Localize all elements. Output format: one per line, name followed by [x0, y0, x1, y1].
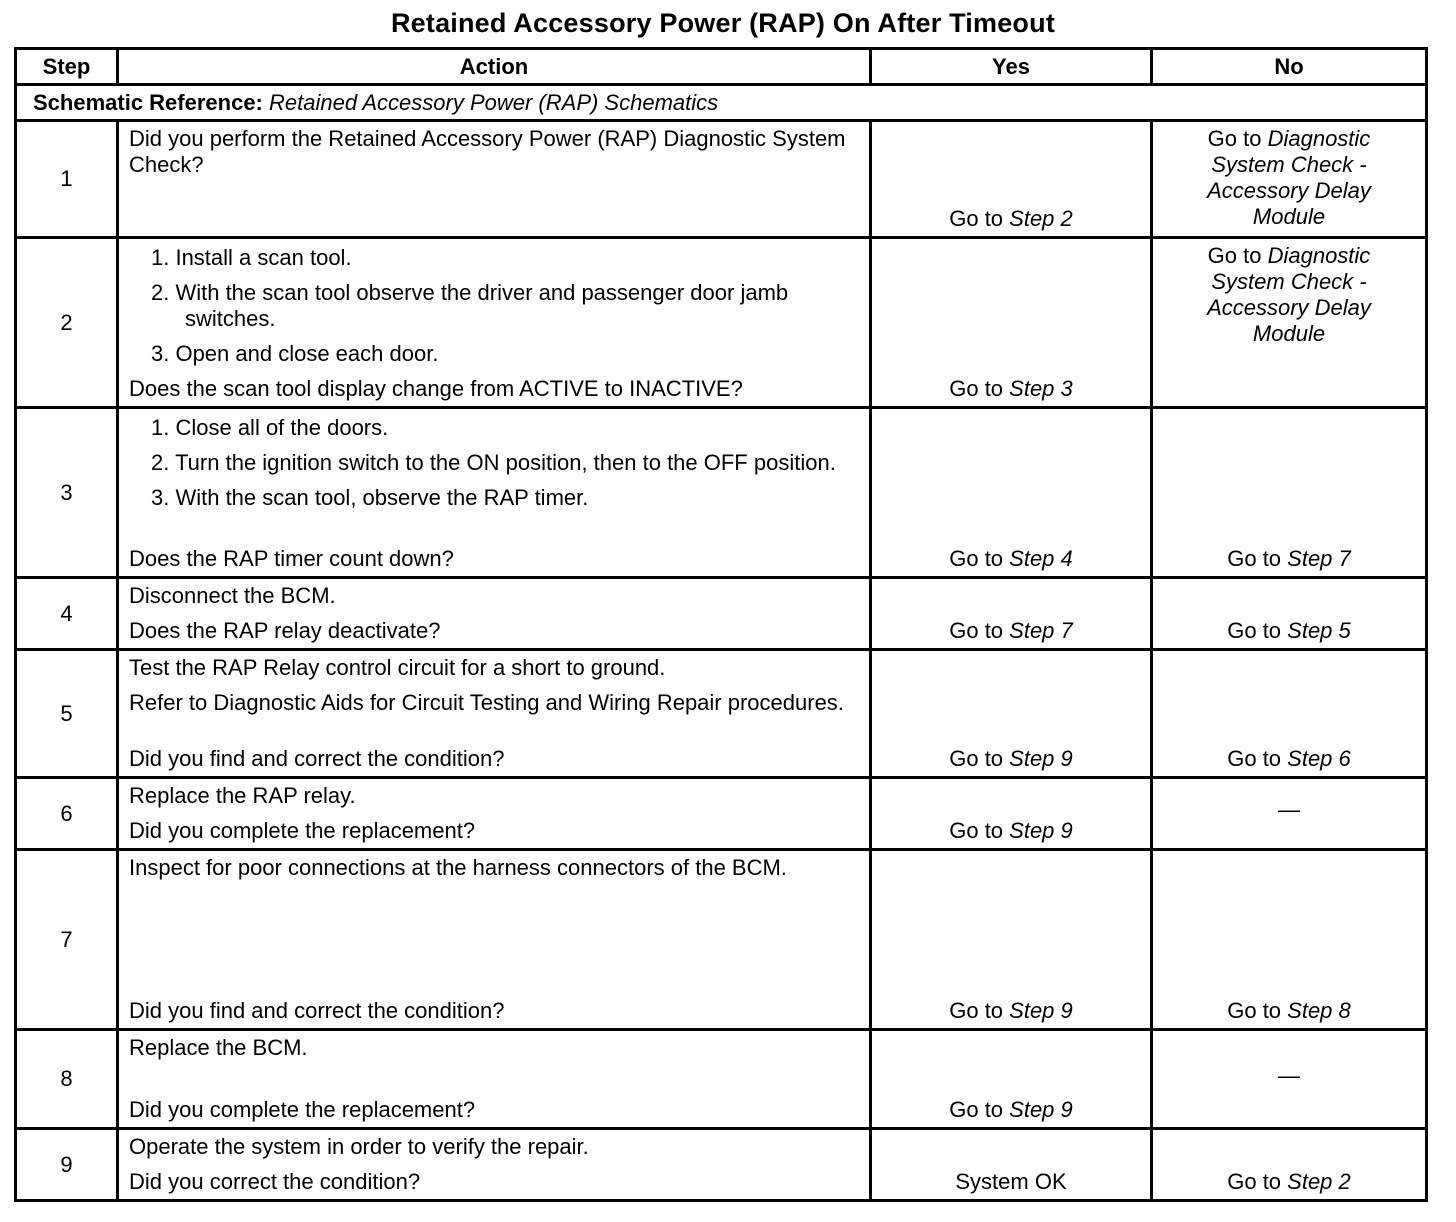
- action-step-item: 2. Turn the ignition switch to the ON position, then to the OFF position.: [151, 450, 836, 475]
- yes-goto-prefix: Go to: [949, 998, 1010, 1023]
- yes-result: [871, 121, 1152, 238]
- step-number: 7: [16, 850, 118, 1030]
- yes-action[interactable]: [872, 376, 1150, 402]
- no-goto-link[interactable]: Diagnostic System Check - Accessory Delay Module: [1207, 243, 1371, 346]
- action-text: Disconnect the BCM.: [129, 583, 336, 608]
- yes-result: [871, 408, 1152, 578]
- action-question: Does the RAP timer count down?: [129, 546, 454, 571]
- no-goto-prefix: Go to: [1207, 126, 1268, 151]
- action-text: Refer to Diagnostic Aids for Circuit Testing and Wiring Repair procedures.: [129, 690, 844, 715]
- yes-goto-link[interactable]: Step 2: [1009, 206, 1073, 231]
- action-text: Operate the system in order to verify the repair.: [129, 1134, 589, 1159]
- action-step-item: 1. Close all of the doors.: [151, 415, 389, 440]
- table-row: [16, 850, 1427, 1030]
- no-action-dash: —: [1278, 1063, 1300, 1088]
- no-result: [1152, 778, 1427, 850]
- yes-action[interactable]: [872, 1169, 1150, 1195]
- step-number: 9: [16, 1129, 118, 1201]
- yes-goto-link[interactable]: Step 9: [1009, 998, 1073, 1023]
- no-action[interactable]: [1153, 1169, 1425, 1195]
- no-result: [1152, 238, 1427, 408]
- schematic-reference-label: Schematic Reference:: [33, 89, 263, 115]
- yes-text: System OK: [955, 1169, 1067, 1194]
- yes-goto-link[interactable]: Step 4: [1009, 546, 1073, 571]
- no-action[interactable]: [1153, 546, 1425, 572]
- table-row: [16, 408, 1427, 578]
- no-result: [1152, 650, 1427, 778]
- action-question: Did you complete the replacement?: [129, 1097, 476, 1122]
- action-step-list: [129, 245, 859, 367]
- schematic-reference-row: [16, 85, 1427, 121]
- step-number: 3: [16, 408, 118, 578]
- yes-result: [871, 1129, 1152, 1201]
- action-cell: [118, 1129, 871, 1201]
- yes-goto-prefix: Go to: [949, 618, 1010, 643]
- no-goto-link[interactable]: Step 5: [1287, 618, 1351, 643]
- action-step-list: [129, 415, 859, 511]
- no-goto-link[interactable]: Step 6: [1287, 746, 1351, 771]
- schematic-reference: [16, 85, 1427, 121]
- header-row: [16, 49, 1427, 85]
- table-row: [16, 778, 1427, 850]
- table-row: [16, 578, 1427, 650]
- yes-goto-link[interactable]: Step 3: [1009, 376, 1073, 401]
- yes-goto-prefix: Go to: [949, 546, 1010, 571]
- header-no: No: [1152, 49, 1427, 85]
- action-step-item: 3. Open and close each door.: [151, 341, 439, 366]
- action-step-item: 3. With the scan tool, observe the RAP timer.: [151, 485, 589, 510]
- table-row: [16, 1030, 1427, 1129]
- no-goto-link[interactable]: Step 2: [1287, 1169, 1351, 1194]
- no-action[interactable]: [1153, 122, 1425, 230]
- no-result: [1152, 1129, 1427, 1201]
- step-number: 1: [16, 121, 118, 238]
- action-text: Replace the RAP relay.: [129, 783, 356, 808]
- action-question: Did you complete the replacement?: [129, 818, 476, 843]
- document-title: Retained Accessory Power (RAP) On After Timeout: [390, 8, 1056, 38]
- action-text: Replace the BCM.: [129, 1035, 308, 1060]
- yes-result: [871, 778, 1152, 850]
- header-yes: Yes: [871, 49, 1152, 85]
- table-row: [16, 121, 1427, 238]
- yes-result: [871, 650, 1152, 778]
- yes-action[interactable]: [872, 998, 1150, 1024]
- table-row: [16, 1129, 1427, 1201]
- yes-goto-prefix: Go to: [949, 206, 1010, 231]
- step-number: 6: [16, 778, 118, 850]
- yes-result: [871, 578, 1152, 650]
- action-question: Does the scan tool display change from ACTIVE to INACTIVE?: [129, 376, 743, 401]
- no-goto-link[interactable]: Diagnostic System Check - Accessory Delay Module: [1207, 126, 1371, 229]
- yes-action[interactable]: [872, 206, 1150, 232]
- no-goto-link[interactable]: Step 8: [1287, 998, 1351, 1023]
- yes-goto-prefix: Go to: [949, 746, 1010, 771]
- action-cell: [118, 578, 871, 650]
- action-question: Does the RAP relay deactivate?: [129, 618, 441, 643]
- yes-action[interactable]: [872, 818, 1150, 844]
- step-number: 2: [16, 238, 118, 408]
- action-cell: [118, 778, 871, 850]
- no-result: [1152, 408, 1427, 578]
- no-action[interactable]: [1153, 998, 1425, 1024]
- yes-goto-link[interactable]: Step 7: [1009, 618, 1073, 643]
- no-result: [1152, 121, 1427, 238]
- action-question: Did you find and correct the condition?: [129, 998, 505, 1023]
- action-text: Did you perform the Retained Accessory Power (RAP) Diagnostic System Check?: [129, 126, 846, 177]
- action-question: Did you find and correct the condition?: [129, 746, 505, 771]
- action-step-item: 1. Install a scan tool.: [151, 245, 352, 270]
- no-goto-prefix: Go to: [1227, 746, 1288, 771]
- no-goto-prefix: Go to: [1227, 618, 1288, 643]
- no-goto-link[interactable]: Step 7: [1287, 546, 1351, 571]
- action-question: Did you correct the condition?: [129, 1169, 421, 1194]
- no-action[interactable]: [1153, 239, 1425, 347]
- yes-goto-link[interactable]: Step 9: [1009, 1097, 1073, 1122]
- schematic-reference-link[interactable]: Retained Accessory Power (RAP) Schematics: [269, 89, 719, 115]
- table-row: [16, 238, 1427, 408]
- yes-result: [871, 1030, 1152, 1129]
- action-cell: [118, 238, 871, 408]
- no-result: [1152, 850, 1427, 1030]
- yes-action[interactable]: [872, 746, 1150, 772]
- action-text: Inspect for poor connections at the harness connectors of the BCM.: [129, 855, 787, 880]
- yes-goto-prefix: Go to: [949, 818, 1010, 843]
- action-cell: [118, 1030, 871, 1129]
- yes-action[interactable]: [872, 546, 1150, 572]
- no-goto-prefix: Go to: [1227, 998, 1288, 1023]
- header-action: Action: [118, 49, 871, 85]
- no-goto-prefix: Go to: [1227, 1169, 1288, 1194]
- yes-goto-link[interactable]: Step 9: [1009, 746, 1073, 771]
- yes-result: [871, 238, 1152, 408]
- no-goto-prefix: Go to: [1227, 546, 1288, 571]
- action-cell: [118, 850, 871, 1030]
- yes-action[interactable]: [872, 1097, 1150, 1123]
- no-action[interactable]: [1153, 746, 1425, 772]
- yes-goto-link[interactable]: Step 9: [1009, 818, 1073, 843]
- action-step-item: 2. With the scan tool observe the driver and passenger door jamb switches.: [151, 280, 789, 331]
- step-number: 5: [16, 650, 118, 778]
- step-number: 4: [16, 578, 118, 650]
- yes-goto-prefix: Go to: [949, 1097, 1010, 1122]
- yes-result: [871, 850, 1152, 1030]
- table-row: [16, 650, 1427, 778]
- action-text: Test the RAP Relay control circuit for a short to ground.: [129, 655, 666, 680]
- no-result: [1152, 578, 1427, 650]
- action-cell: [118, 650, 871, 778]
- diagnostic-table: [14, 47, 1428, 1202]
- step-number: 8: [16, 1030, 118, 1129]
- header-step: Step: [16, 49, 118, 85]
- no-action-dash: —: [1278, 797, 1300, 822]
- no-goto-prefix: Go to: [1207, 243, 1268, 268]
- yes-action[interactable]: [872, 618, 1150, 644]
- yes-goto-prefix: Go to: [949, 376, 1010, 401]
- action-cell: [118, 121, 871, 238]
- no-result: [1152, 1030, 1427, 1129]
- action-cell: [118, 408, 871, 578]
- no-action[interactable]: [1153, 618, 1425, 644]
